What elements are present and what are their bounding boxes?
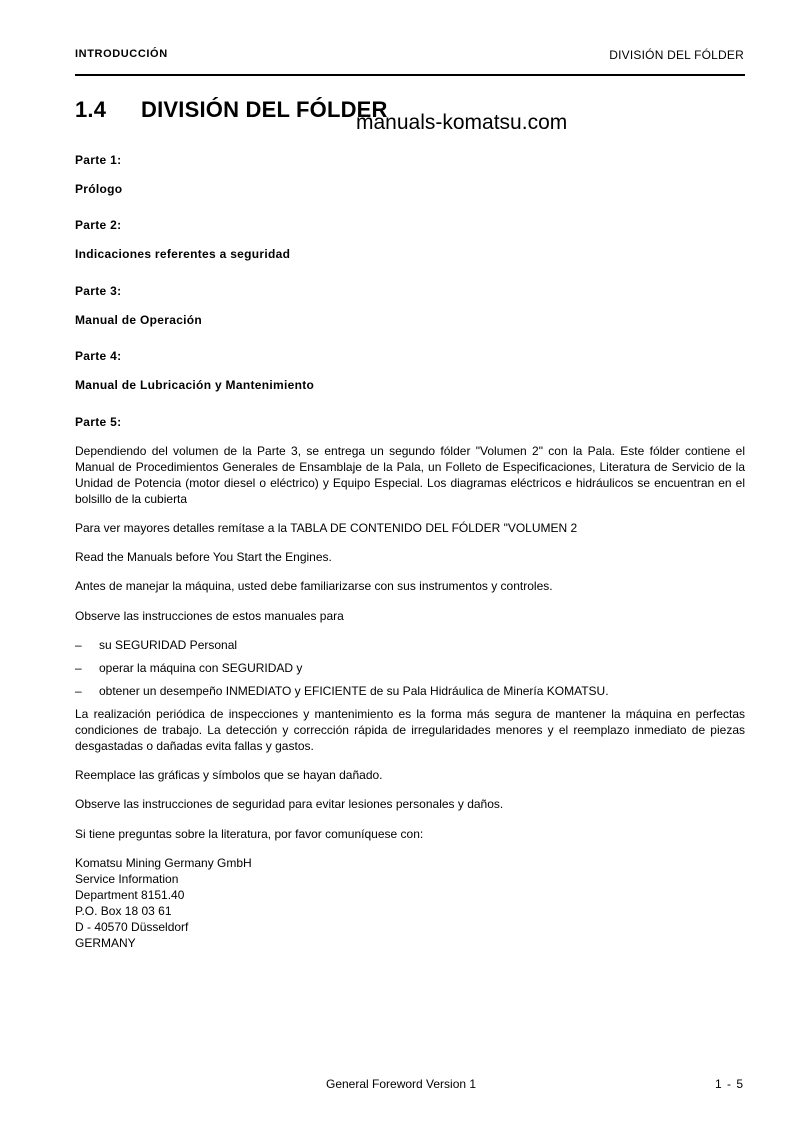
list-item	[75, 660, 302, 676]
address-line: Service Information	[75, 872, 179, 886]
paragraph-observe: Observe las instrucciones de estos manuales para	[75, 609, 344, 623]
paragraph-table-reference: Para ver mayores detalles remítase a la TABLA DE CONTENIDO DEL FÓLDER "VOLUMEN 2	[75, 521, 578, 535]
part-1-content: Prólogo	[75, 182, 123, 196]
paragraph-maintenance: La realización periódica de inspecciones y mantenimiento es la forma más segura de mantener la máquina en perfectas condiciones de trabajo. La detección y corrección rápida de irregularidades menores y el reemplazo inmediato de piezas desgastadas o dañadas evita fallas y gastos.	[75, 707, 745, 753]
address-line: Department 8151.40	[75, 888, 185, 902]
header-divider	[75, 74, 745, 76]
paragraph-volume-2: Dependiendo del volumen de la Parte 3, se entrega un segundo fólder "Volumen 2" con la Pala. Este fólder contiene el Manual de Procedimientos Generales de Ensamblaje de la Pala, un Folleto de Especificaciones, Literatura de Servicio de la Unidad de Potencia (motor diesel o eléctrico) y Equipo Especial. Los diagramas eléctricos e hidráulicos se encuentran en el bolsillo de la cubierta	[75, 444, 745, 506]
dash-bullet-icon: –	[75, 684, 82, 698]
page-number: 1 - 5	[714, 1077, 744, 1091]
section-number: 1.4	[75, 97, 107, 122]
part-3-content: Manual de Operación	[75, 313, 203, 327]
address-line: D - 40570 Düsseldorf	[75, 920, 189, 934]
dash-bullet-icon: –	[75, 661, 82, 675]
paragraph-read-manuals: Read the Manuals before You Start the Engines.	[75, 550, 332, 564]
paragraph-contact: Si tiene preguntas sobre la literatura, por favor comuníquese con:	[75, 827, 424, 841]
list-item-text: obtener un desempeño INMEDIATO y EFICIENTE de su Pala Hidráulica de Minería KOMATSU.	[99, 684, 609, 698]
part-3-label: Parte 3:	[75, 284, 122, 298]
page-title	[75, 97, 388, 123]
address-line: GERMANY	[75, 936, 136, 950]
list-item	[75, 637, 237, 653]
address-line: P.O. Box 18 03 61	[75, 904, 172, 918]
list-item-text: su SEGURIDAD Personal	[99, 638, 238, 652]
part-2-label: Parte 2:	[75, 218, 122, 232]
list-item	[75, 683, 609, 699]
header-section-label: INTRODUCCIÓN	[75, 48, 168, 60]
part-5-label: Parte 5:	[75, 415, 122, 429]
dash-bullet-icon: –	[75, 638, 82, 652]
part-2-content: Indicaciones referentes a seguridad	[75, 247, 291, 261]
paragraph-familiarize: Antes de manejar la máquina, usted debe familiarizarse con sus instrumentos y controles.	[75, 579, 553, 593]
footer-document-title: General Foreword Version 1	[326, 1077, 477, 1091]
paragraph-replace-graphics: Reemplace las gráficas y símbolos que se hayan dañado.	[75, 768, 383, 782]
watermark: manuals-komatsu.com	[356, 111, 568, 134]
list-item-text: operar la máquina con SEGURIDAD y	[99, 661, 303, 675]
part-4-label: Parte 4:	[75, 349, 122, 363]
contact-address	[75, 855, 252, 951]
section-title: DIVISIÓN DEL FÓLDER	[141, 97, 388, 122]
part-4-content: Manual de Lubricación y Mantenimiento	[75, 378, 315, 392]
address-line: Komatsu Mining Germany GmbH	[75, 856, 252, 870]
paragraph-safety-instructions: Observe las instrucciones de seguridad para evitar lesiones personales y daños.	[75, 797, 504, 811]
part-1-label: Parte 1:	[75, 153, 122, 167]
header-chapter-title: DIVISIÓN DEL FÓLDER	[609, 48, 744, 62]
